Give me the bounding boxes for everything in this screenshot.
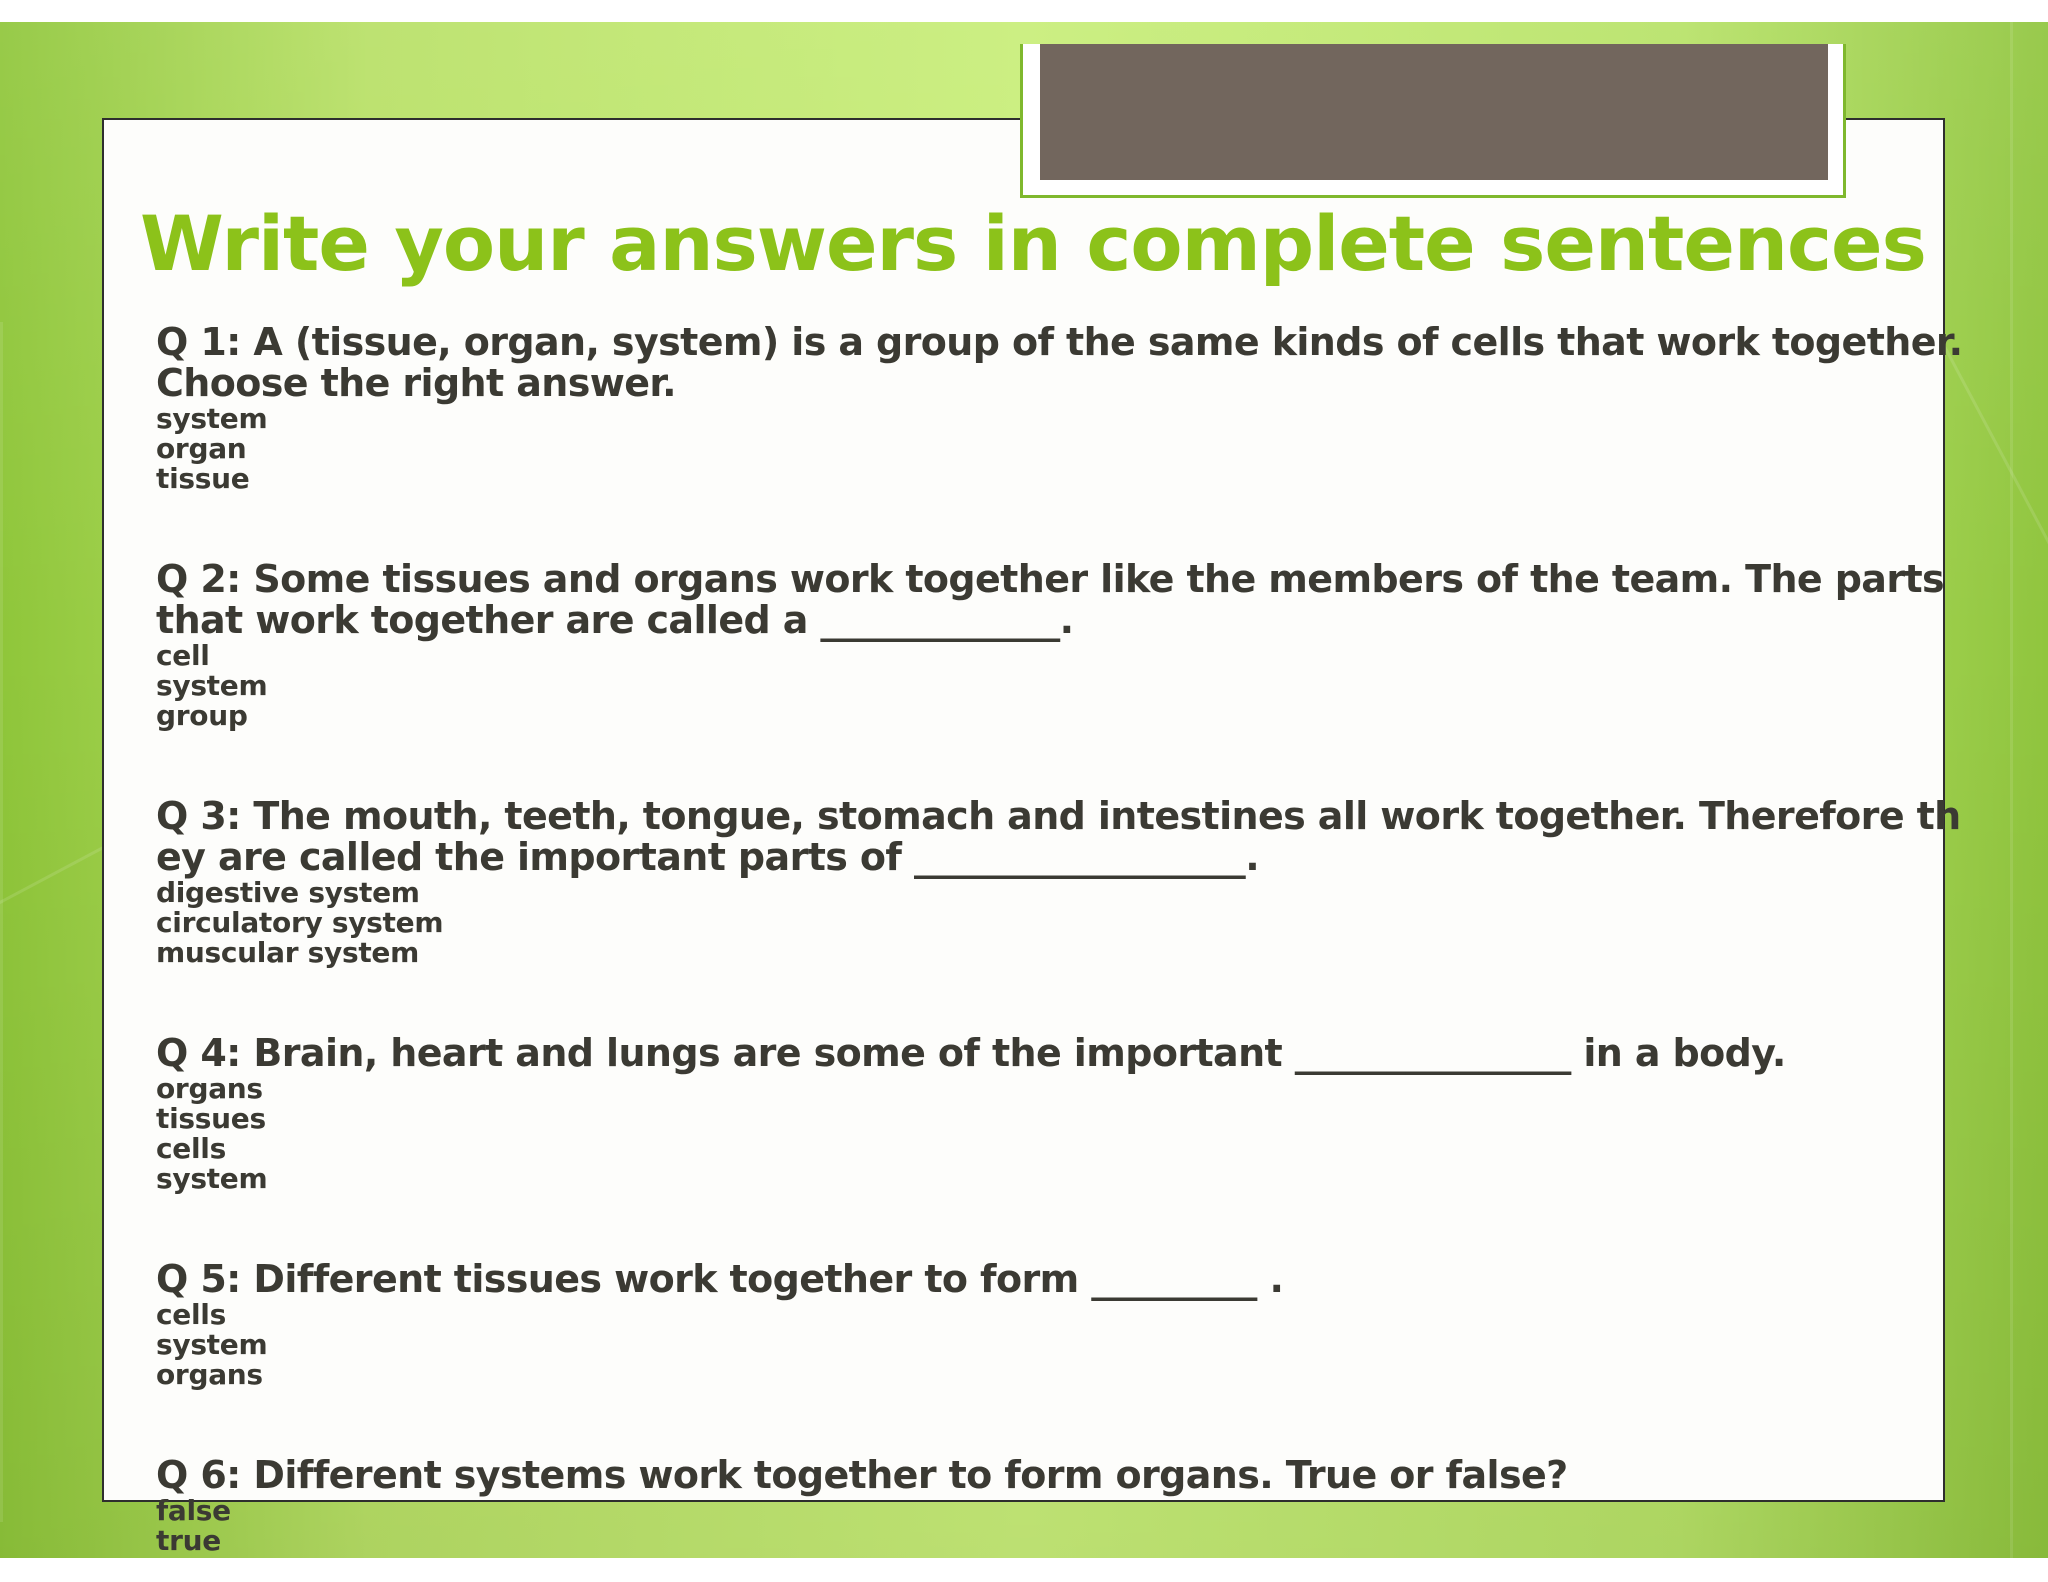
answer-option[interactable]: system [156, 402, 268, 435]
question-text: that work together are called a _____________. [156, 598, 1074, 642]
answer-options [156, 404, 1962, 494]
answer-options [156, 878, 1961, 968]
answer-option[interactable]: system [156, 669, 268, 702]
answer-option[interactable]: system [156, 1162, 268, 1195]
question-text: Q 1: A (tissue, organ, system) is a group of the same kinds of cells that work together. [156, 320, 1963, 364]
question-text: Q 3: The mouth, teeth, tongue, stomach and intestines all work together. Therefore th [156, 794, 1961, 838]
question-6 [156, 1455, 1568, 1556]
answer-option[interactable]: system [156, 1328, 268, 1361]
question-2 [156, 559, 1944, 731]
header-tab-block [1040, 44, 1828, 180]
question-text: Choose the right answer. [156, 361, 676, 405]
question-text: ey are called the important parts of __________________. [156, 835, 1260, 879]
question-1 [156, 322, 1962, 494]
question-3 [156, 796, 1961, 968]
answer-options [156, 1496, 1568, 1556]
question-text: Q 2: Some tissues and organs work together like the members of the team. The parts [156, 557, 1945, 601]
answer-option[interactable]: muscular system [156, 936, 419, 969]
answer-option[interactable]: circulatory system [156, 906, 444, 939]
answer-option[interactable]: organs [156, 1358, 263, 1391]
question-5 [156, 1259, 1283, 1390]
answer-option[interactable]: cell [156, 639, 210, 672]
question-text: Q 6: Different systems work together to form organs. True or false? [156, 1453, 1568, 1497]
answer-option[interactable]: digestive system [156, 876, 420, 909]
answer-option[interactable]: organs [156, 1072, 263, 1105]
answer-options [156, 1300, 1283, 1390]
answer-option[interactable]: cells [156, 1132, 226, 1165]
answer-option[interactable]: tissues [156, 1102, 266, 1135]
question-text: Q 4: Brain, heart and lungs are some of the important _______________ in a body. [156, 1031, 1786, 1075]
question-4 [156, 1033, 1786, 1194]
background-streak [2010, 22, 2013, 1558]
answer-option[interactable]: group [156, 699, 248, 732]
slide-title: Write your answers in complete sentences [140, 199, 1926, 288]
question-text: Q 5: Different tissues work together to form _________ . [156, 1257, 1284, 1301]
answer-option[interactable]: true [156, 1524, 221, 1557]
answer-options [156, 1074, 1786, 1194]
answer-option[interactable]: organ [156, 432, 247, 465]
slide-background [0, 22, 2048, 1558]
background-streak [0, 322, 3, 1522]
answer-option[interactable]: cells [156, 1298, 226, 1331]
answer-option[interactable]: tissue [156, 462, 250, 495]
answer-option[interactable]: false [156, 1494, 231, 1527]
answer-options [156, 641, 1944, 731]
